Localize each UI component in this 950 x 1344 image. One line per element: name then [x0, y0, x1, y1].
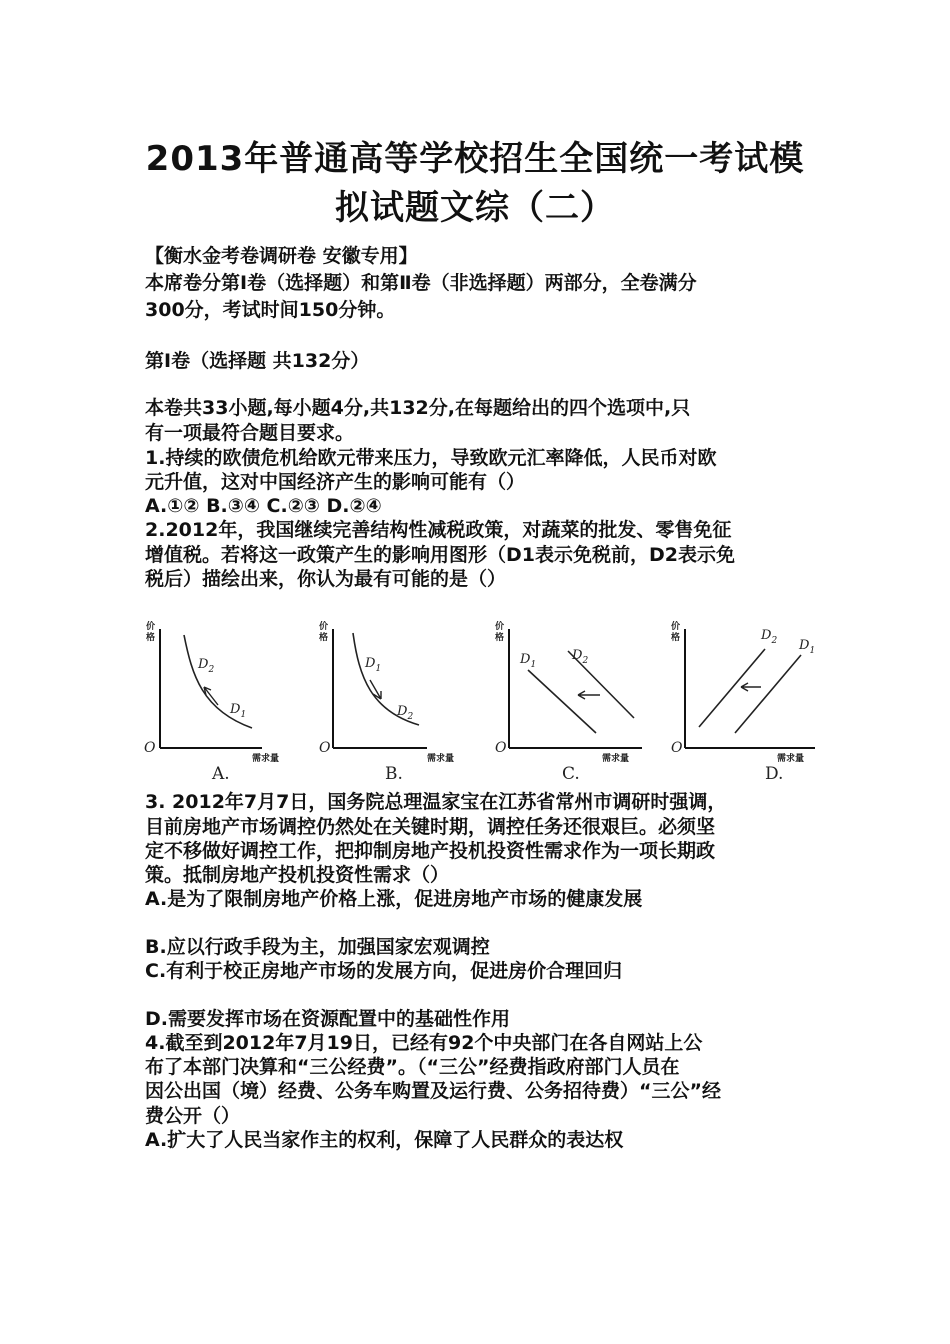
curve-label-lower: $D_2$ [397, 704, 414, 722]
instructions-line: 本卷共33小题,每小题4分,共132分,在每题给出的四个选项中,只 [145, 397, 691, 419]
question-4-line: 费公开（） [145, 1105, 241, 1127]
demand-line-right [735, 655, 801, 733]
figure-b-demand-curve [315, 615, 475, 785]
origin-label: O [671, 740, 683, 756]
figure-caption: A. [212, 764, 230, 784]
figure-caption: B. [385, 764, 403, 784]
x-axis-label: 需求量 [252, 754, 280, 764]
instructions-line: 有一项最符合题目要求。 [145, 422, 355, 444]
shift-arrow [578, 691, 600, 699]
question-3-line: 3. 2012年7月7日，国务院总理温家宝在江苏省常州市调研时强调， [145, 791, 727, 813]
figure-a-demand-curve [140, 615, 300, 785]
figure-c-demand-curves [490, 615, 650, 785]
question-1-line: 1.持续的欧债危机给欧元带来压力，导致欧元汇率降低，人民币对欧 [145, 447, 717, 469]
question-2-line: 增值税。若将这一政策产生的影响用图形（D1表示免税前，D2表示免 [145, 544, 735, 566]
y-axis-label-1: 价格 [495, 622, 505, 643]
document-title-line-1: 2013年普通高等学校招生全国统一考试模 [145, 139, 805, 179]
question-3-option-c: C.有利于校正房地产市场的发展方向，促进房价合理回归 [145, 960, 623, 982]
figure-caption: C. [562, 764, 580, 784]
y-axis-label-1: 价格 [146, 622, 156, 643]
question-4-line: 布了本部门决算和“三公经费”。（“三公”经费指政府部门人员在 [145, 1056, 680, 1078]
question-3-line: 目前房地产市场调控仍然处在关键时期，调控任务还很艰巨。必须坚 [145, 816, 716, 838]
question-1-line: 元升值，这对中国经济产生的影响可能有（） [145, 471, 526, 493]
demand-line-left [699, 649, 765, 727]
x-axis-label: 需求量 [427, 754, 455, 764]
question-1-options: A.①② B.③④ C.②③ D.②④ [145, 495, 382, 517]
curve-label-upper: $D_1$ [365, 656, 382, 674]
figure-caption: D. [765, 764, 784, 784]
document-title-line-2: 拟试题文综（二） [335, 188, 615, 228]
y-axis-label-1: 价格 [671, 622, 681, 643]
section-heading: 第Ⅰ卷（选择题 共132分） [145, 350, 370, 372]
shift-arrow [741, 683, 761, 691]
x-axis-label: 需求量 [602, 754, 630, 764]
question-4-line: 因公出国（境）经费、公务车购置及运行费、公务招待费）“三公”经 [145, 1080, 721, 1102]
line-label-right: $D_1$ [799, 638, 816, 656]
shift-arrow [370, 680, 381, 699]
origin-label: O [495, 740, 507, 756]
demand-line-left [528, 670, 596, 733]
figure-d-demand-curves [665, 615, 825, 785]
curve-label-lower: $D_1$ [230, 702, 247, 720]
question-3-option-a: A.是为了限制房地产价格上涨，促进房地产市场的健康发展 [145, 888, 643, 910]
question-2-line: 税后）描绘出来，你认为最有可能的是（） [145, 568, 507, 590]
x-axis-label: 需求量 [777, 754, 805, 764]
header-tag: 【衡水金考卷调研卷 安徽专用】 [145, 245, 418, 267]
question-3-line: 定不移做好调控工作，把抑制房地产投机投资性需求作为一项长期政 [145, 840, 716, 862]
question-3-option-d: D.需要发挥市场在资源配置中的基础性作用 [145, 1008, 510, 1030]
curve-label-upper: $D_2$ [198, 657, 215, 675]
question-3-option-b: B.应以行政手段为主，加强国家宏观调控 [145, 936, 490, 958]
origin-label: O [144, 740, 156, 756]
question-4-option-a: A.扩大了人民当家作主的权利，保障了人民群众的表达权 [145, 1129, 624, 1151]
y-axis-label-1: 价格 [319, 622, 329, 643]
question-3-line: 策。抵制房地产投机投资性需求（） [145, 864, 450, 886]
line-label-left: $D_1$ [520, 652, 537, 670]
question-2-line: 2.2012年，我国继续完善结构性减税政策，对蔬菜的批发、零售免征 [145, 519, 732, 541]
intro-line: 本席卷分第Ⅰ卷（选择题）和第Ⅱ卷（非选择题）两部分，全卷满分 [145, 272, 697, 294]
origin-label: O [319, 740, 331, 756]
line-label-right: $D_2$ [572, 648, 589, 666]
intro-line: 300分，考试时间150分钟。 [145, 299, 396, 321]
question-4-line: 4.截至到2012年7月19日，已经有92个中央部门在各自网站上公 [145, 1032, 703, 1054]
line-label-left: $D_2$ [761, 628, 778, 646]
